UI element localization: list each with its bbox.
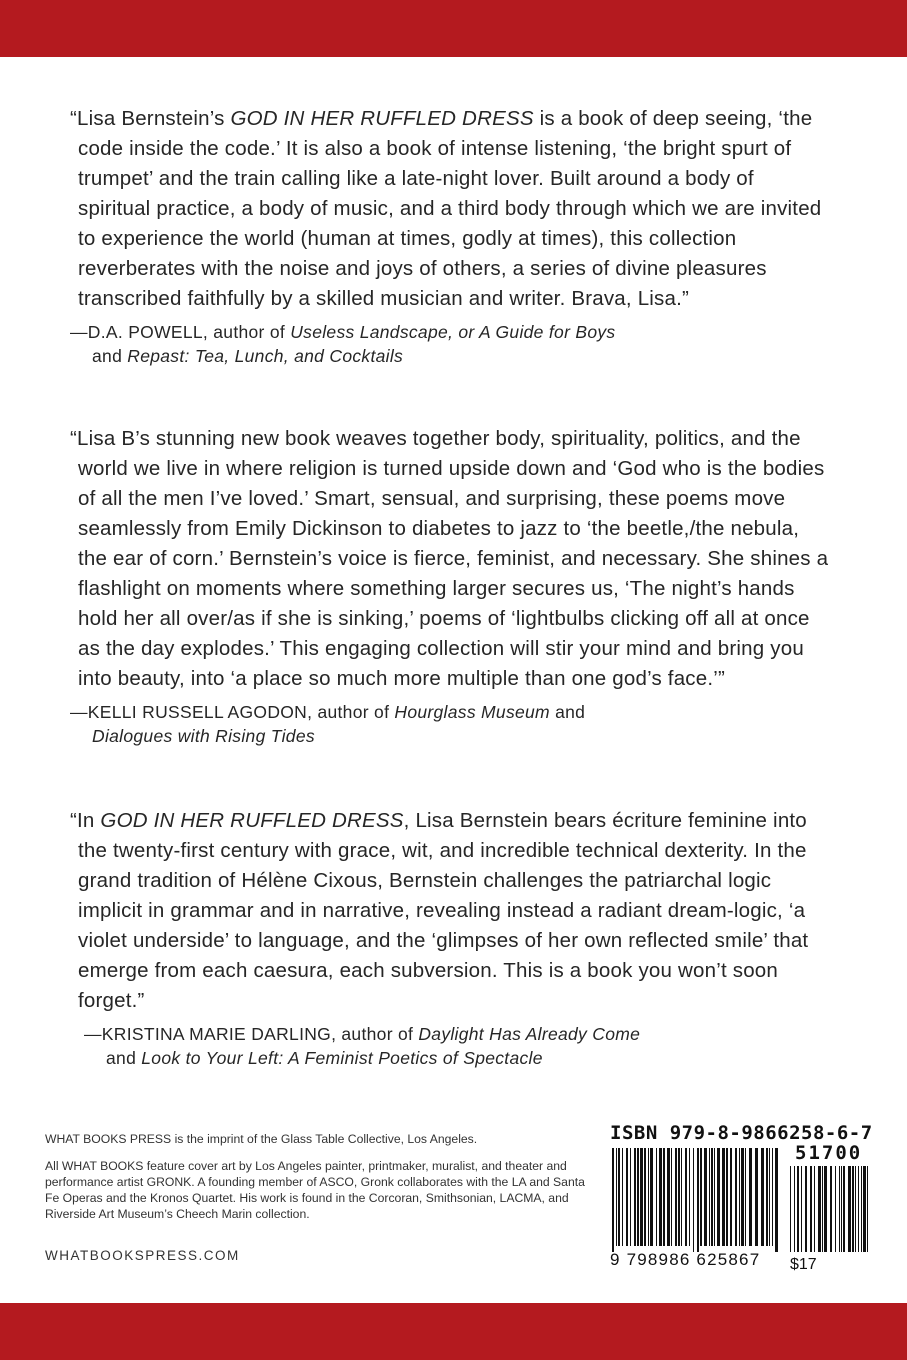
- barcode-bar: [681, 1148, 682, 1246]
- barcode-bar: [622, 1148, 623, 1246]
- book-title: GOD IN HER RUFFLED DRESS: [230, 107, 534, 130]
- barcode-bar: [755, 1148, 758, 1246]
- barcode-bar: [640, 1148, 643, 1246]
- barcode-bar: [855, 1166, 856, 1252]
- barcode-bar: [675, 1148, 677, 1246]
- barcode-bar: [814, 1166, 815, 1252]
- barcode-bar: [711, 1148, 713, 1246]
- publisher-website: WHATBOOKSPRESS.COM: [45, 1248, 240, 1263]
- barcode-bar: [689, 1148, 690, 1246]
- barcode-bar: [656, 1148, 657, 1246]
- barcode-bar: [790, 1166, 791, 1252]
- barcode-bar: [861, 1166, 862, 1252]
- blurb-darling: [70, 806, 830, 1070]
- barcode-bar: [626, 1148, 628, 1246]
- barcode-bar: [772, 1148, 773, 1246]
- barcode-bar: [843, 1166, 845, 1252]
- barcode-bar: [726, 1148, 728, 1246]
- quote-segment: , Lisa Bernstein bears écriture feminine into the twenty-first century with grace, wit, and incredible technical dexterity. In the grand tradition of Hélène Cixous, Bernstein challenges the patriarchal logic implicit in grammar and in narrative, revealing instead a radiant dream-logic, ‘a violet underside’ to language, and the ‘glimpses of her own reflected smile’ that emerge from each caesura, each subversion. This is a book you won’t soon forget.”: [78, 809, 809, 1012]
- barcode-bar: [693, 1148, 694, 1252]
- barcode-bar: [761, 1148, 764, 1246]
- barcode-bar: [637, 1148, 639, 1246]
- blurb-text: [70, 806, 830, 1016]
- top-red-band: [0, 0, 907, 57]
- price-code: 51700: [795, 1142, 863, 1164]
- barcode-bar: [852, 1166, 854, 1252]
- barcode-bar: [794, 1166, 795, 1252]
- cover-art-note: All WHAT BOOKS feature cover art by Los Angeles painter, printmaker, muralist, and theater and performance artist GRONK. A founding member of ASCO, Gronk collaborates with the LA and Santa Fe Operas and the Kronos Quartet. His work is found in the Corcoran, Smithsonian, LACMA, and Riverside Art Museum’s Cheech Marin collection.: [45, 1159, 585, 1221]
- barcode-bar: [749, 1148, 752, 1246]
- barcode-bar: [822, 1166, 823, 1252]
- barcode-bar: [618, 1148, 620, 1246]
- barcode-bar: [612, 1148, 614, 1252]
- barcode-bar: [863, 1166, 866, 1252]
- barcode-bar: [667, 1148, 670, 1246]
- barcode-bar: [741, 1148, 744, 1246]
- barcode-bar: [830, 1166, 832, 1252]
- barcode-bar: [663, 1148, 665, 1246]
- quote-segment: is a book of deep seeing, ‘the code inside the code.’ It is also a book of intense listening, ‘the bright spurt of trumpet’ and the train calling like a late-night lover. Built around a body of spiritual practice, a body of music, and a third body through which we are invited to experience the world (human at times, godly at times), this collection reverberates with the noise and joys of others, a series of divine pleasures transcribed faithfully by a skilled musician and writer. Brava, Lisa.”: [78, 107, 822, 310]
- barcode-bar: [714, 1148, 715, 1246]
- barcode-bar: [835, 1166, 836, 1252]
- book-title: GOD IN HER RUFFLED DRESS: [100, 809, 404, 832]
- barcode-bar: [704, 1148, 707, 1246]
- barcode-bar: [739, 1148, 740, 1246]
- barcode-bar: [839, 1166, 840, 1252]
- barcode-bar: [644, 1148, 646, 1246]
- barcode-bar: [685, 1148, 687, 1246]
- barcode-bar: [634, 1148, 636, 1246]
- quote-segment: “Lisa Bernstein’s: [70, 107, 231, 130]
- barcode-bar: [841, 1166, 842, 1252]
- quote-segment: “Lisa B’s stunning new book weaves together body, spirituality, politics, and the world we live in where religion is turned upside down and ‘God who is the bodies of all the men I’ve loved.’ Smart, sensual, and surprising, these poems move seamlessly from Emily Dickinson to diabetes to jazz to ‘the beetle,/the nebula, the ear of corn.’ Bernstein’s voice is fierce, feminist, and necessary. She shines a flashlight on moments where something larger secures us, ‘The night’s hands hold her all over/as if she is sinking,’ poems of ‘lightbulbs clicking off all at once as the day explodes.’ This engaging collection will stir your mind and bring you into beauty, into ‘a place so much more multiple than one god’s face.’”: [70, 427, 829, 690]
- blurb-agodon: [70, 424, 830, 748]
- barcode-bar: [810, 1166, 812, 1252]
- isbn-number: ISBN 979-8-9866258-6-7: [610, 1122, 873, 1144]
- barcode-bar: [867, 1166, 868, 1252]
- blurb-attribution: —KELLI RUSSELL AGODON, author of Hourglass Museum and Dialogues with Rising Tides: [70, 702, 586, 746]
- barcode-bar: [801, 1166, 802, 1252]
- barcode-bar: [630, 1148, 631, 1246]
- barcode-bar: [650, 1148, 653, 1246]
- barcode-bar: [766, 1148, 768, 1246]
- barcode-bar: [648, 1148, 649, 1246]
- barcode-bar: [730, 1148, 732, 1246]
- quote-segment: “In: [70, 809, 101, 832]
- barcode-bar: [671, 1148, 672, 1246]
- barcode-bar: [805, 1166, 807, 1252]
- barcode-graphic: [610, 1148, 872, 1252]
- barcode-bar: [659, 1148, 662, 1246]
- barcode-bar: [709, 1148, 710, 1246]
- barcode-bar: [678, 1148, 680, 1246]
- barcode-bar: [858, 1166, 859, 1252]
- barcode-bar: [848, 1166, 851, 1252]
- barcode-bar: [700, 1148, 702, 1246]
- bottom-red-band: [0, 1303, 907, 1360]
- price: $17: [790, 1256, 817, 1273]
- blurb-powell: [70, 104, 830, 368]
- blurb-text: [70, 424, 830, 694]
- barcode-bar: [818, 1166, 821, 1252]
- imprint-note: WHAT BOOKS PRESS is the imprint of the Glass Table Collective, Los Angeles.: [45, 1132, 478, 1146]
- barcode-bar: [775, 1148, 778, 1252]
- blurb-text: [70, 104, 830, 314]
- barcode-bar: [722, 1148, 725, 1246]
- barcode-bar: [797, 1166, 799, 1252]
- blurb-attribution: —KRISTINA MARIE DARLING, author of Daylight Has Already Come and Look to Your Left: A Feminist Poetics of Spectacle: [84, 1024, 641, 1068]
- barcode-bar: [697, 1148, 699, 1252]
- barcode-bar: [824, 1166, 827, 1252]
- barcode-bar: [769, 1148, 770, 1246]
- barcode-bar: [735, 1148, 737, 1246]
- ean-digits: 9 798986 625867: [610, 1250, 761, 1269]
- barcode-bar: [717, 1148, 720, 1246]
- blurb-attribution: —D.A. POWELL, author of Useless Landscape, or A Guide for Boys and Repast: Tea, Lunch, and Cocktails: [70, 322, 616, 366]
- barcode-bar: [616, 1148, 617, 1246]
- barcode-bar: [745, 1148, 746, 1246]
- isbn-barcode-block: [610, 1122, 872, 1292]
